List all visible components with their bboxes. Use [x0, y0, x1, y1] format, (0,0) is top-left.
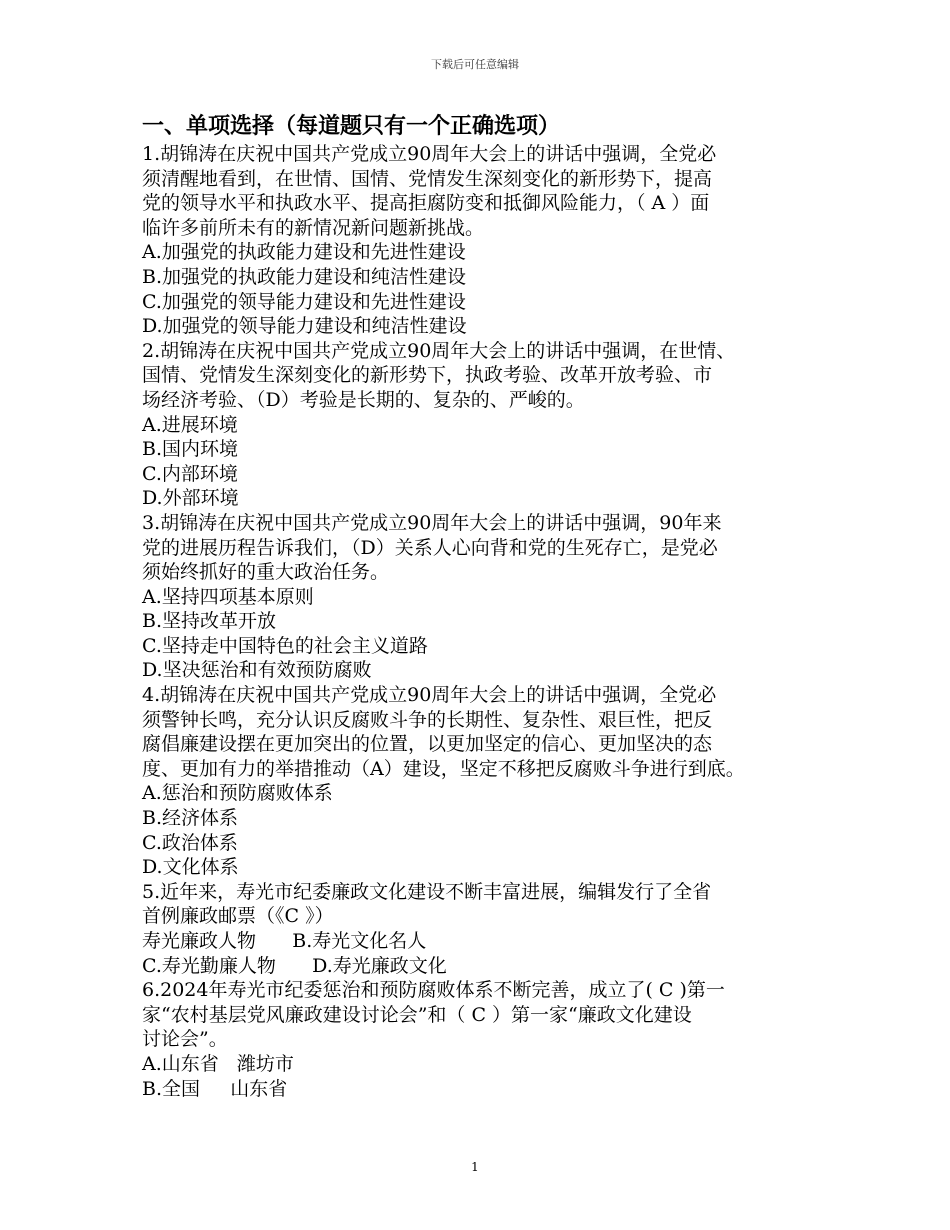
question-text-line: 腐倡廉建设摆在更加突出的位置，以更加坚定的信心、更加坚决的态: [142, 733, 713, 756]
question-text-line: 场经济考验、（D）考验是长期的、复杂的、严峻的。: [142, 388, 585, 411]
option-c: C.坚持走中国特色的社会主义道路: [142, 634, 428, 657]
option-d: D.外部环境: [142, 487, 239, 510]
question-text-line: 6.2024年寿光市纪委惩治和预防腐败体系不断完善，成立了( C )第一: [142, 979, 725, 1002]
option-b: B.经济体系: [142, 807, 239, 830]
option-row-ab: 寿光廉政人物 B.寿光文化名人: [142, 930, 427, 952]
question-text-line: 3.胡锦涛在庆祝中国共产党成立90周年大会上的讲话中强调，90年来: [142, 511, 722, 534]
question-2: [142, 339, 832, 511]
question-5: [142, 880, 832, 978]
option-a: A.山东省 潍坊市: [142, 1052, 294, 1075]
question-text-line: 党的进展历程告诉我们，（D）关系人心向背和党的生死存亡，是党必: [142, 536, 718, 559]
option-a: A.加强党的执政能力建设和先进性建设: [142, 241, 466, 264]
question-text-line: 须清醒地看到，在世情、国情、党情发生深刻变化的新形势下，提高: [142, 167, 713, 190]
option-d: D.加强党的领导能力建设和纯洁性建设: [142, 315, 467, 338]
option-row-cd: C.寿光勤廉人物 D.寿光廉政文化: [142, 954, 447, 977]
option-a: A.进展环境: [142, 413, 238, 436]
question-text-line: 须警钟长鸣，充分认识反腐败斗争的长期性、复杂性、艰巨性，把反: [142, 708, 713, 731]
page-number: 1: [471, 1160, 479, 1174]
option-a: A.惩治和预防腐败体系: [142, 782, 333, 805]
option-c: C.加强党的领导能力建设和先进性建设: [142, 290, 466, 313]
question-text-line: 度、更加有力的举措推动（A）建设，坚定不移把反腐败斗争进行到底。: [142, 757, 745, 780]
option-c: C.政治体系: [142, 831, 238, 854]
option-b: B.全国 山东省: [142, 1077, 288, 1100]
question-text-line: 首例廉政邮票（《C 》）: [142, 905, 334, 928]
question-text-line: 党的领导水平和执政水平、提高拒腐防变和抵御风险能力，（ A ）面: [142, 192, 710, 215]
option-a: A.坚持四项基本原则: [142, 585, 314, 608]
question-text-line: 讨论会”。: [142, 1028, 228, 1051]
question-text-line: 须始终抓好的重大政治任务。: [142, 561, 390, 584]
question-text-line: 5.近年来，寿光市纪委廉政文化建设不断丰富进展，编辑发行了全省: [142, 880, 712, 903]
option-c: C.内部环境: [142, 462, 238, 485]
question-text-line: 2.胡锦涛在庆祝中国共产党成立90周年大会上的讲话中强调，在世情、: [142, 339, 736, 362]
question-text-line: 临许多前所未有的新情况新问题新挑战。: [142, 216, 485, 239]
question-1: [142, 142, 832, 339]
question-text-line: 4.胡锦涛在庆祝中国共产党成立90周年大会上的讲话中强调，全党必: [142, 684, 717, 707]
question-3: [142, 511, 832, 683]
option-d: D.坚决惩治和有效预防腐败: [142, 659, 372, 682]
question-4: [142, 683, 832, 880]
option-b: B.坚持改革开放: [142, 610, 277, 633]
question-6: [142, 978, 832, 1101]
question-text-line: 国情、党情发生深刻变化的新形势下，执政考验、改革开放考验、市: [142, 364, 713, 387]
option-d: D.文化体系: [142, 856, 239, 879]
section-title: 一、单项选择（每道题只有一个正确选项）: [142, 114, 561, 139]
question-text-line: 1.胡锦涛在庆祝中国共产党成立90周年大会上的讲话中强调，全党必: [142, 143, 717, 165]
document-body: [142, 112, 832, 1101]
question-text-line: 家“农村基层党风廉政建设讨论会”和（ C ）第一家“廉政文化建设: [142, 1003, 692, 1026]
option-b: B.国内环境: [142, 438, 239, 461]
option-b: B.加强党的执政能力建设和纯洁性建设: [142, 265, 467, 288]
header-note: 下载后可任意编辑: [431, 58, 519, 71]
